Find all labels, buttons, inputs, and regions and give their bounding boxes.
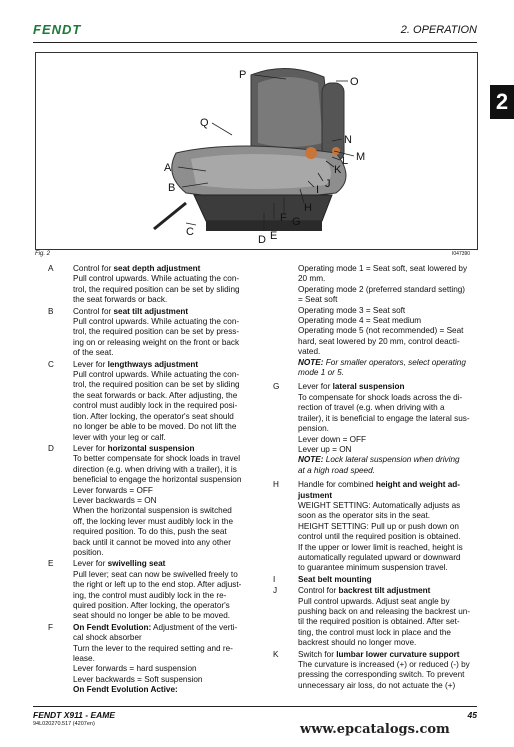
entry-line: Pull control upwards. While actuating the con- [73,274,240,284]
note: NOTE: For smaller operators, select operating [298,357,466,367]
entry-line: the seat forwards or back. [73,295,168,305]
entry-line: control until the required position is obtained. [298,532,461,542]
callout-c: C [186,226,194,238]
page-number: 45 [467,710,477,720]
entry-line: control must audibly lock in the required posi- [73,401,238,411]
entry-line: When the horizontal suspension is switched [73,506,232,516]
watermark-link[interactable]: www.epcatalogs.com [300,722,450,737]
entry-i [273,575,476,585]
entry-heading: On Fendt Evolution: Adjustment of the verti- [73,622,238,632]
entry-line: to guarantee minimum suspension travel. [298,563,448,573]
mode-line: vated. [298,347,321,357]
entry-line: soon as the operator sits in the seat. [298,511,430,521]
entry-d [48,444,257,558]
entry-line: beneficial to engage the horizontal suspension [73,475,242,485]
entry-line: trol, the required position can be set by press- [73,327,240,337]
entry-line: unnecessary air loss, do not actuate the (+) [298,680,456,690]
entry-heading: Handle for combined height and weight ad- [298,480,460,490]
entry-line: position. [73,547,104,557]
entry-line: the right or left up to the end stop. After adjust- [73,580,242,590]
entry-a [48,264,257,306]
entry-line: Turn the lever to the required setting and re- [73,643,233,653]
model-name: FENDT X911 - EAME [33,710,116,720]
callout-p: P [239,69,247,81]
entry-letter: J [273,586,278,596]
entry-j [273,586,476,648]
entry-heading-cont: justment [298,490,333,500]
entry-letter: A [48,264,54,273]
entry-k [273,650,476,692]
entry-e [48,559,257,621]
right-column [273,264,476,692]
entry-line: lever with your leg or calf. [73,432,166,442]
callout-n: N [344,134,352,146]
callout-d: D [258,234,266,246]
entry-letter: C [48,359,54,369]
seat-figure [35,52,478,250]
entry-line: Lever backwards = ON [73,495,157,505]
entry-letter: K [273,649,279,659]
entry-f-continued [273,264,476,378]
mode-line: hard, seat lowered by 20 mm, control deacti- [298,336,460,346]
callout-j: J [325,178,331,190]
section-title: 2. OPERATION [400,24,477,36]
entry-line: ing, the control must audibly lock in the re- [73,590,227,600]
entry-letter: D [48,443,54,453]
entry-line: til the required position is obtained. After set- [298,617,460,627]
figure-code: I047390 [452,251,471,257]
callout-q: Q [200,117,209,129]
callout-f: F [280,212,287,224]
entry-line: off, the locking lever must audibly lock in the [73,516,234,526]
callout-o: O [350,76,359,88]
entry-line: rection of travel (e.g. when driving with a [298,403,445,413]
callout-m: M [356,151,366,163]
entry-line: ting, the control must lock in place and the [298,627,451,637]
brand-logo: FENDT [33,22,82,37]
entry-heading: Control for seat depth adjustment [73,264,201,273]
entry-g [273,382,476,476]
entry-line: cal shock absorber [73,633,142,643]
entry-line: Lever up = ON [298,444,352,454]
entry-line: quired position. After locking, the operator's [73,601,230,610]
entry-line: Lever forwards = hard suspension [73,664,197,674]
entry-line: trol, the required position can be set by sliding [73,380,240,390]
mode-line: Operating mode 4 = Seat medium [298,316,422,326]
entry-line: HEIGHT SETTING: Pull up or push down on [298,521,459,531]
entry-line: automatically regulated upward or downward [298,552,461,562]
entry-c [48,360,257,443]
entry-line: pushing back on and releasing the backrest un- [298,607,471,616]
entry-line: pressing the corresponding switch. To prevent [298,670,465,680]
document-code: 94L020270.517 (4207en) [33,721,95,727]
entry-heading: Lever for lengthways adjustment [73,359,199,369]
entry-line: To compensate for shock loads across the di- [298,392,463,402]
note-line: mode 1 or 5. [298,368,344,378]
entry-line: trailer), it is beneficial to engage the lateral sus- [298,413,470,423]
entry-line: To better compensate for shock loads in travel [73,454,241,464]
callout-k: K [334,164,342,176]
entry-letter: H [273,480,279,490]
entry-line: of the seat. [73,348,114,358]
callout-e: E [270,230,278,242]
entry-line: pension. [298,424,329,434]
callout-h: H [304,202,312,214]
entry-heading: Lever for swivelling seat [73,559,166,569]
entry-line: Pull lever; seat can now be swivelled freely to [73,569,238,579]
entry-line: Pull control upwards. While actuating the con- [73,317,240,327]
entry-line: Lever backwards = Soft suspension [73,674,203,684]
mode-line: Operating mode 2 (preferred standard setting) [298,284,466,294]
callout-l: L [342,155,349,167]
entry-line: trol, the required position can be set by sliding [73,284,240,294]
entry-letter: G [273,382,280,392]
entry-line: lease. [73,654,95,664]
mode-line: Operating mode 5 (not recommended) = Seat [298,326,464,336]
mode-line: = Seat soft [298,295,338,305]
entry-b [48,307,257,359]
left-column [48,264,257,697]
entry-line: the seat forwards or back. After adjusting, the [73,390,238,400]
entry-letter: F [48,622,54,632]
note: NOTE: Lock lateral suspension when driving [298,455,460,465]
entry-heading: Lever for horizontal suspension [73,443,195,453]
figure-caption: Fig. 2 [35,251,51,257]
mode-line: Operating mode 1 = Seat soft, seat lowered by [298,264,468,273]
entry-letter: I [273,574,276,584]
seat-illustration [36,53,477,249]
entry-line: backrest should no longer move. [298,638,417,648]
entry-heading: Switch for lumbar lower curvature support [298,649,460,659]
entry-line: Lever forwards = OFF [73,485,153,495]
mode-line: 20 mm. [298,274,326,284]
entry-heading: Seat belt mounting [298,574,372,584]
callout-b: B [168,182,176,194]
entry-line: Pull control upwards. While actuating the con- [73,370,240,380]
entry-line: Pull control upwards. Adjust seat angle by [298,596,450,606]
page-footer [33,706,477,727]
entry-letter: B [48,306,54,316]
entry-f [48,623,257,696]
entry-line: WEIGHT SETTING: Automatically adjusts as [298,500,461,510]
entry-line: back until it cannot be moved into any other [73,537,231,547]
entry-heading: Control for seat tilt adjustment [73,306,189,316]
callout-i: I [316,184,320,196]
entry-subheading: On Fendt Evolution Active: [73,685,178,695]
mode-line: Operating mode 3 = Seat soft [298,305,406,315]
entry-line: direction (e.g. when driving with a trailer), it is [73,464,237,474]
page-header [33,22,477,43]
entry-heading: Control for backrest tilt adjustment [298,586,431,596]
entry-line: The curvature is increased (+) or reduced (-) by [298,660,470,670]
note-line: at a high road speed. [298,465,375,475]
entry-h [273,480,476,574]
entry-heading: Lever for lateral suspension [298,382,405,392]
entry-line: If the upper or lower limit is reached, height is [298,542,463,552]
entry-line: required position. To do this, push the seat [73,527,227,537]
callout-a: A [164,162,172,174]
callout-g: G [292,216,301,228]
entry-line: no longer be able to be moved. Do not lift the [73,422,237,432]
entry-line: tion. After locking, the operator's seat should [73,411,234,421]
entry-line: Lever down = OFF [298,434,367,444]
chapter-tab[interactable]: 2 [490,85,514,119]
entry-line: seat should no longer be able to be moved. [73,611,231,621]
entry-line: ing on or releasing weight on the front or back [73,337,240,347]
entry-letter: E [48,559,54,569]
